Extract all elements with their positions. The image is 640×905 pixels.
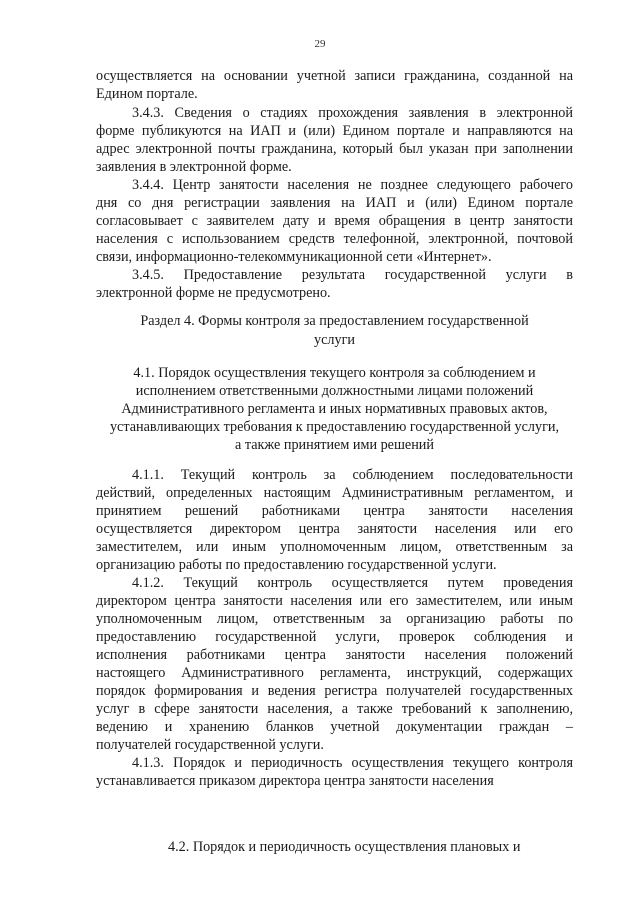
text-line: заместителем, или иным уполномоченным лицом, ответственным за [96, 539, 573, 555]
text-line: 3.4.4. Центр занятости населения не позднее следующего рабочего [132, 177, 573, 193]
subsection-heading: 4.1. Порядок осуществления текущего контроля за соблюдением и [133, 365, 536, 381]
text-line: настоящего Административного регламента, инструкций, содержащих [96, 665, 573, 681]
text-line: принятием решений работниками центра занятости населения [96, 503, 573, 519]
text-line: населения с использованием средств телефонной, электронной, почтовой [96, 231, 573, 247]
text-line: Едином портале. [96, 86, 198, 102]
text-line: услуг в сфере занятости населения, а также требований к заполнению, [96, 701, 573, 717]
text-line: 4.1.2. Текущий контроль осуществляется путем проведения [132, 575, 573, 591]
text-line: электронной форме не предусмотрено. [96, 285, 331, 301]
text-line: осуществляется на основании учетной записи гражданина, созданной на [96, 68, 573, 84]
text-line: директором центра занятости населения или его заместителем, или иным [96, 593, 573, 609]
subsection-heading: а также принятием ими решений [235, 437, 434, 453]
text-line: уполномоченным лицом, ответственным за организацию работы по [96, 611, 573, 627]
subsection-heading: устанавливающих требования к предоставлению государственной услуги, [109, 419, 560, 435]
text-line: форме публикуются на ИАП и (или) Едином портале и направляются на [96, 123, 573, 139]
text-line: порядок формирования и ведения регистра получателей государственных [96, 683, 573, 699]
subsection-heading: 4.2. Порядок и периодичность осуществления плановых и [168, 839, 521, 855]
text-line: 3.4.3. Сведения о стадиях прохождения заявления в электронной [132, 105, 573, 121]
section-heading: Раздел 4. Формы контроля за предоставлением государственной [140, 313, 529, 329]
subsection-heading: Административного регламента и иных нормативных правовых актов, [121, 401, 548, 417]
text-line: действий, определенных настоящим Административным регламентом, и [96, 485, 573, 501]
text-line: предоставлению государственной услуги, проверок соблюдения и [96, 629, 573, 645]
text-line: дня со дня регистрации заявления на ИАП и (или) Едином портале [96, 195, 573, 211]
text-line: адрес электронной почты гражданина, который был указан при заполнении [96, 141, 573, 157]
text-line: 4.1.3. Порядок и периодичность осуществления текущего контроля [132, 755, 573, 771]
text-line: осуществляется директором центра занятости населения или его [96, 521, 573, 537]
text-line: получателей государственной услуги. [96, 737, 324, 753]
text-line: исполнения работниками центра занятости населения положений [96, 647, 573, 663]
text-line: связи, информационно-телекоммуникационной сети «Интернет». [96, 249, 492, 265]
text-line: 3.4.5. Предоставление результата государственной услуги в [132, 267, 573, 283]
subsection-heading: исполнением ответственными должностными лицами положений [135, 383, 534, 399]
text-line: согласовывает с заявителем дату и время обращения в центр занятости [96, 213, 573, 229]
text-line: организацию работы по предоставлению государственной услуги. [96, 557, 497, 573]
page-number: 29 [314, 38, 326, 50]
text-line: 4.1.1. Текущий контроль за соблюдением последовательности [132, 467, 573, 483]
text-line: заявления в электронной форме. [96, 159, 292, 175]
text-line: устанавливается приказом директора центра занятости населения [96, 773, 494, 789]
section-heading: услуги [314, 332, 355, 348]
text-line: ведению и хранению бланков учетной документации граждан – [96, 719, 573, 735]
